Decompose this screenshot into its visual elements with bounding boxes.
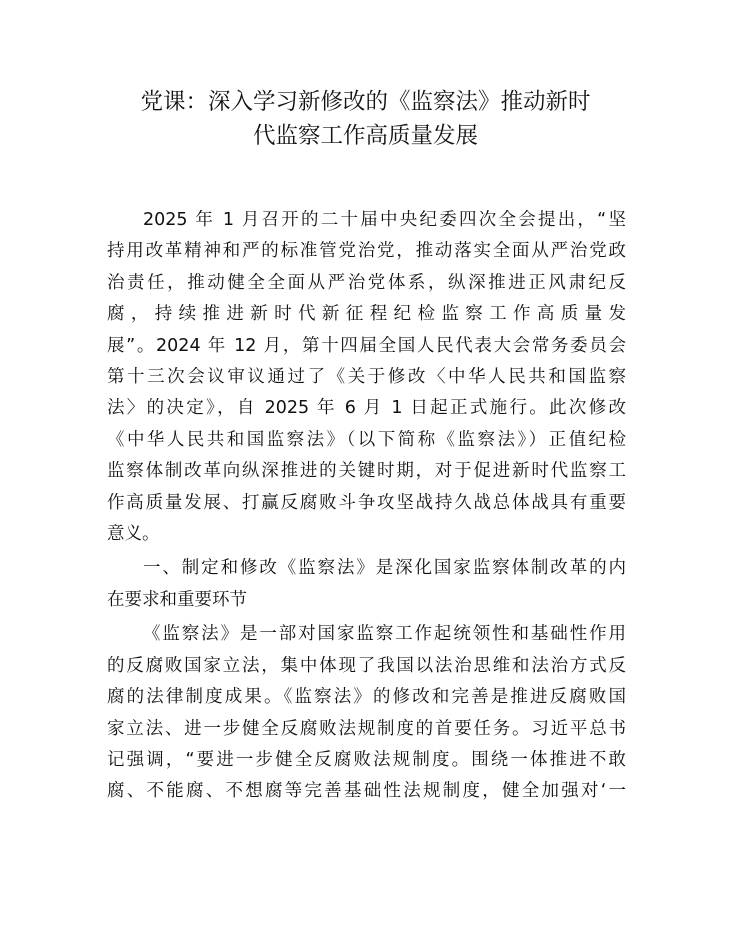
text-line: 的反腐败国家立法，集中体现了我国以法治思维和法治方式反 [107,655,626,676]
text-line: 监察体制改革向纵深推进的关键时期，对于促进新时代监察工 [107,461,626,482]
text-line: 在要求和重要环节 [107,589,247,610]
document-body [107,205,626,808]
document-title [100,85,631,153]
text-line: 记强调，“要进一步健全反腐败法规制度。围绕一体推进不敢 [107,749,626,770]
text-line: 腐的法律制度成果。《监察法》的修改和完善是推进反腐败国 [107,687,626,708]
text-line: 腐、不能腐、不想腐等完善基础性法规制度，健全加强对‘一 [107,781,626,802]
text-line: 展”。2024 年 12 月，第十四届全国人民代表大会常务委员会 [107,335,626,356]
text-line: 一、制定和修改《监察法》是深化国家监察体制改革的内 [143,558,626,579]
paragraph-body [107,619,626,807]
text-line: 法〉的决定》，自 2025 年 6 月 1 日起正式施行。此次修改 [107,398,626,419]
text-line: 作高质量发展、打赢反腐败斗争攻坚战持久战总体战具有重要 [107,492,626,513]
text-line: 治责任，推动健全全面从严治党体系，纵深推进正风肃纪反 [107,272,626,293]
title-line: 党课：深入学习新修改的《监察法》推动新时 [140,89,591,115]
text-line: 家立法、进一步健全反腐败法规制度的首要任务。习近平总书 [107,718,626,739]
text-line: 《中华人民共和国监察法》（以下简称《监察法》）正值纪检 [107,429,626,450]
section-heading [107,553,626,616]
text-line: 2025 年 1 月召开的二十届中央纪委四次全会提出，“坚 [143,210,626,230]
text-line: 持用改革精神和严的标准管党治党，推动落实全面从严治党政 [107,241,626,262]
text-line: 意义。 [107,524,160,545]
paragraph-intro [107,205,626,550]
text-line: 第十三次会议审议通过了《关于修改〈中华人民共和国监察 [107,367,626,388]
title-line: 代监察工作高质量发展 [252,123,478,149]
text-line: 《监察法》是一部对国家监察工作起统领性和基础性作用 [143,624,626,645]
text-line: 腐，持续推进新时代新征程纪检监察工作高质量发 [107,304,626,325]
